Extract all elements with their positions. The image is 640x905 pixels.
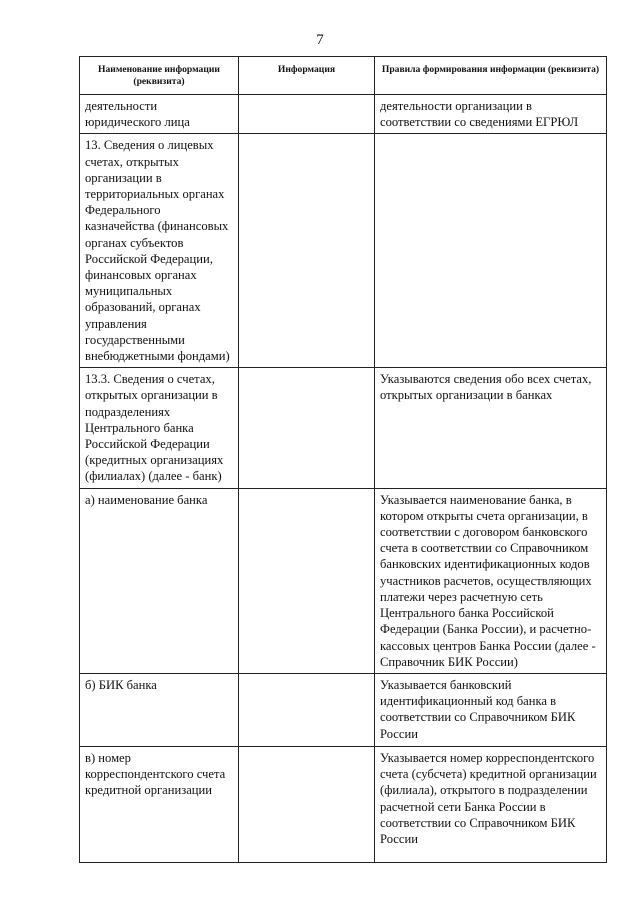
table-row: [80, 95, 607, 134]
cell-rules: деятельности организации в соответствии со сведениями ЕГРЮЛ: [375, 95, 607, 134]
cell-info: [239, 134, 375, 368]
cell-name: 13. Сведения о лицевых счетах, открытых организации в территориальных органах Федерального казначейства (финансовых органах субъектов Российской Федерации, финансовых органах муниципальных образований, органах управления государственными внебюджетными фондами): [80, 134, 239, 368]
cell-rules: Указывается банковский идентификационный код банка в соответствии со Справочником БИК России: [375, 673, 607, 746]
cell-rules: Указываются сведения обо всех счетах, открытых организации в банках: [375, 368, 607, 488]
cell-name: 13.3. Сведения о счетах, открытых организации в подразделениях Центрального банка Российской Федерации (кредитных организациях (филиалах) (далее - банк): [80, 368, 239, 488]
cell-name: в) номер корреспондентского счета кредитной организации: [80, 746, 239, 862]
cell-name: деятельности юридического лица: [80, 95, 239, 134]
cell-name: а) наименование банка: [80, 488, 239, 673]
table-row: [80, 746, 607, 862]
header-name: Наименование информации (реквизита): [80, 57, 239, 95]
page-number: 7: [316, 32, 324, 48]
table-header-row: [80, 57, 607, 95]
cell-info: [239, 95, 375, 134]
cell-name: б) БИК банка: [80, 673, 239, 746]
header-info: Информация: [239, 57, 375, 95]
cell-rules: Указывается номер корреспондентского счета (субсчета) кредитной организации (филиала), открытого в подразделении расчетной сети Банка России в соответствии со Справочником БИК России: [375, 746, 607, 862]
cell-info: [239, 673, 375, 746]
cell-info: [239, 746, 375, 862]
cell-info: [239, 488, 375, 673]
cell-info: [239, 368, 375, 488]
requisites-table: [79, 56, 607, 863]
table-row: [80, 488, 607, 673]
cell-rules: Указывается наименование банка, в котором открыты счета организации, в соответствии с договором банковского счета в соответствии со Справочником банковских идентификационных кодов участников расчетов, осуществляющих платежи через расчетную сеть Центрального банка Российской Федерации (Банка России), и расчетно-кассовых центров Банка России (далее - Справочник БИК России): [375, 488, 607, 673]
table-row: [80, 673, 607, 746]
cell-rules: [375, 134, 607, 368]
header-rules: Правила формирования информации (реквизита): [375, 57, 607, 95]
table-row: [80, 134, 607, 368]
table-row: [80, 368, 607, 488]
